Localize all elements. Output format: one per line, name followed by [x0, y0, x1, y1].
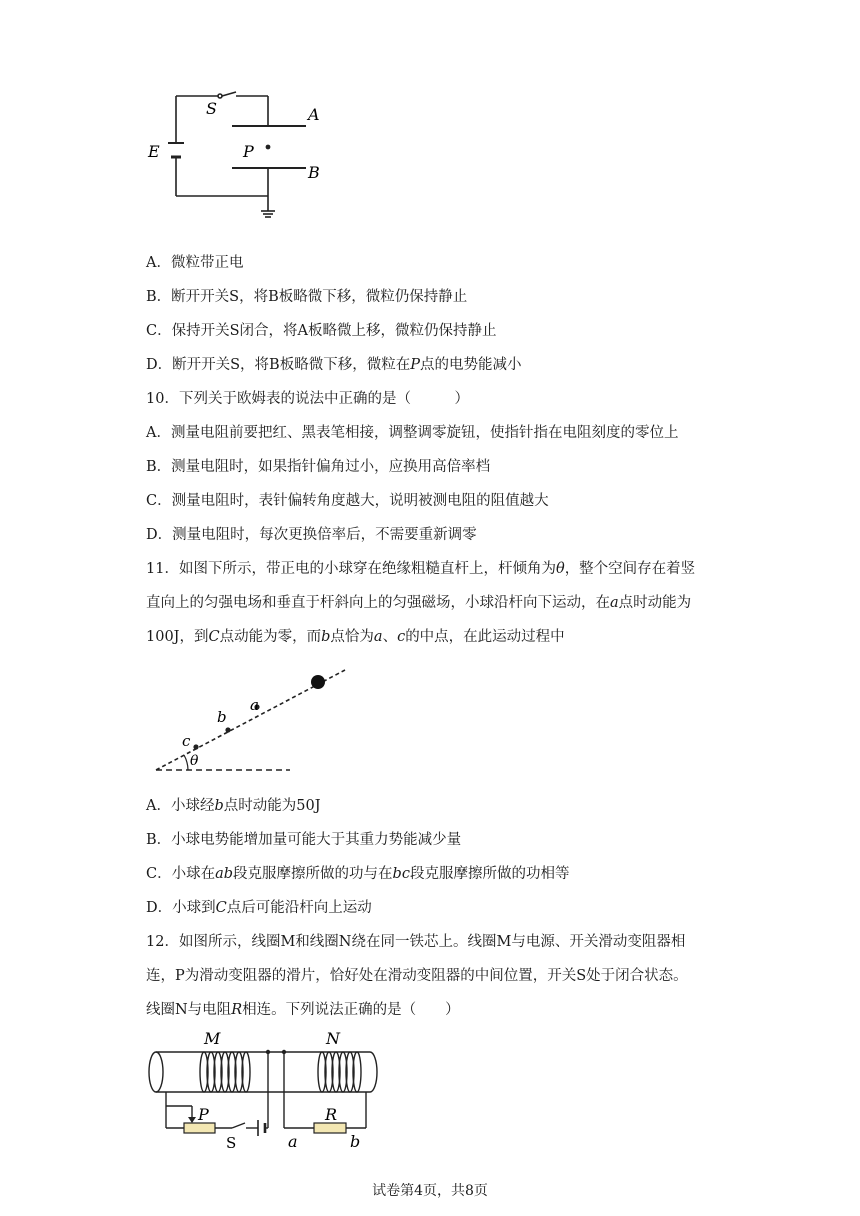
terminal-a-label: a	[288, 1132, 298, 1150]
slider-p-label: P	[198, 1105, 209, 1124]
coil-n-label: N	[326, 1030, 340, 1048]
point-a-label: a	[250, 696, 259, 714]
q9-option-b: B．断开开关S，将B板略微下移，微粒仍保持静止	[146, 289, 468, 305]
inclined-rod-figure	[150, 664, 360, 776]
coils-circuit-figure	[142, 1030, 392, 1150]
q12-stem-line1: 12．如图所示，线圈M和线圈N绕在同一铁芯上。线圈M与电源、开关滑动变阻器相	[146, 934, 686, 950]
plate-a-label: A	[308, 105, 320, 124]
q11-stem-line3: 100J，到C点动能为零，而b点恰为a、c的中点，在此运动过程中	[146, 629, 565, 645]
q11-stem-line1: 11．如图下所示，带正电的小球穿在绝缘粗糙直杆上，杆倾角为θ，整个空间存在着竖	[146, 561, 696, 577]
q10-option-b: B．测量电阻时，如果指针偏角过小，应换用高倍率档	[146, 459, 491, 475]
coil-m-label: M	[204, 1030, 221, 1048]
q9-option-d: D．断开开关S，将B板略微下移，微粒在P点的电势能减小	[146, 357, 522, 373]
point-p-label: P	[243, 142, 254, 161]
q9-option-c: C．保持开关S闭合，将A板略微上移，微粒仍保持静止	[146, 323, 497, 339]
page-footer: 试卷第4页，共8页	[372, 1183, 488, 1199]
plate-b-label: B	[308, 163, 320, 182]
q11-stem-line2: 直向上的匀强电场和垂直于杆斜向上的匀强磁场，小球沿杆向下运动，在a点时动能为	[146, 595, 692, 611]
resistor-r-label: R	[325, 1105, 338, 1124]
q10-option-d: D．测量电阻时，每次更换倍率后，不需要重新调零	[146, 527, 477, 543]
q11-option-b: B．小球电势能增加量可能大于其重力势能减少量	[146, 832, 462, 848]
q10-option-a: A．测量电阻前要把红、黑表笔相接，调整调零旋钮，使指针指在电阻刻度的零位上	[146, 425, 679, 441]
switch-s-label: S	[226, 1134, 237, 1150]
point-c-label: c	[182, 732, 191, 750]
terminal-b-label: b	[350, 1132, 361, 1150]
q12-stem-line3: 线圈N与电阻R相连。下列说法正确的是（ ）	[146, 1002, 460, 1018]
q10-stem: 10．下列关于欧姆表的说法中正确的是（ ）	[146, 391, 469, 407]
q11-option-d: D．小球到C点后可能沿杆向上运动	[146, 900, 372, 916]
q9-option-a: A．微粒带正电	[146, 255, 244, 271]
point-b-label: b	[217, 708, 227, 726]
battery-label: E	[148, 142, 160, 161]
switch-label: S	[206, 99, 217, 118]
q11-option-c: C．小球在ab段克服摩擦所做的功与在bc段克服摩擦所做的功相等	[146, 866, 570, 882]
q11-option-a: A．小球经b点时动能为50J	[146, 798, 321, 814]
q10-option-c: C．测量电阻时，表针偏转角度越大，说明被测电阻的阻值越大	[146, 493, 549, 509]
angle-theta-label: θ	[190, 753, 199, 769]
capacitor-circuit-figure	[140, 86, 330, 221]
q12-stem-line2: 连，P为滑动变阻器的滑片，恰好处在滑动变阻器的中间位置，开关S处于闭合状态。	[146, 968, 688, 984]
